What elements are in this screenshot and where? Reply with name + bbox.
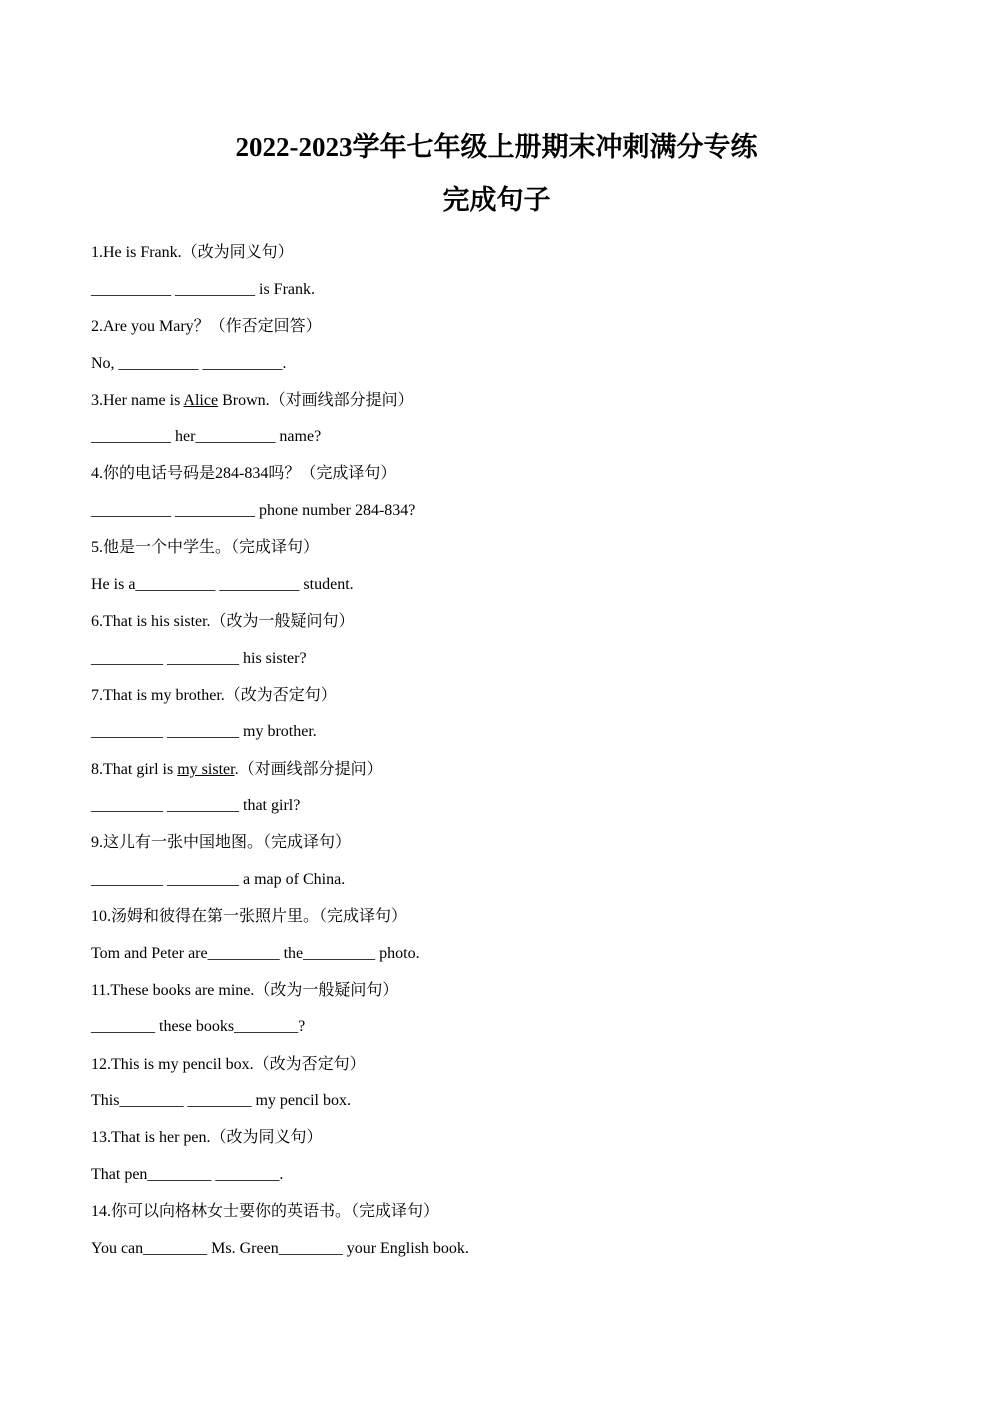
question-8: 8.That girl is my sister.（对画线部分提问） — [91, 761, 383, 778]
question-7: 7.That is my brother.（改为否定句） — [91, 687, 337, 704]
answer-10: Tom and Peter are_________ the_________ photo. — [91, 945, 420, 962]
answer-12: This________ ________ my pencil box. — [91, 1092, 351, 1109]
answer-5: He is a__________ __________ student. — [91, 576, 354, 593]
question-2: 2.Are you Mary？（作否定回答） — [91, 318, 322, 335]
answer-11: ________ these books________? — [91, 1018, 306, 1035]
question-13: 13.That is her pen.（改为同义句） — [91, 1129, 323, 1146]
question-11: 11.These books are mine.（改为一般疑问句） — [91, 982, 399, 999]
question-5: 5.他是一个中学生。（完成译句） — [91, 539, 320, 556]
answer-2: No, __________ __________. — [91, 355, 287, 372]
underlined-target: my sister — [177, 761, 235, 778]
answer-1: __________ __________ is Frank. — [91, 281, 315, 298]
underlined-target: Alice — [183, 392, 219, 409]
question-4: 4.你的电话号码是284-834吗？（完成译句） — [91, 465, 397, 482]
question-6: 6.That is his sister.（改为一般疑问句） — [91, 613, 355, 630]
question-10: 10.汤姆和彼得在第一张照片里。（完成译句） — [91, 908, 408, 925]
question-12: 12.This is my pencil box.（改为否定句） — [91, 1056, 366, 1073]
answer-6: _________ _________ his sister? — [91, 650, 307, 667]
question-3: 3.Her name is Alice Brown.（对画线部分提问） — [91, 392, 414, 409]
answer-7: _________ _________ my brother. — [91, 723, 317, 740]
answer-4: __________ __________ phone number 284-834? — [91, 502, 416, 519]
question-1: 1.He is Frank.（改为同义句） — [91, 244, 294, 261]
question-14: 14.你可以向格林女士要你的英语书。（完成译句） — [91, 1203, 440, 1220]
answer-3: __________ her__________ name? — [91, 428, 322, 445]
answer-8: _________ _________ that girl? — [91, 797, 301, 814]
answer-14: You can________ Ms. Green________ your English book. — [91, 1240, 469, 1257]
answer-9: _________ _________ a map of China. — [91, 871, 346, 888]
question-9: 9.这儿有一张中国地图。（完成译句） — [91, 834, 352, 851]
page-subtitle: 完成句子 — [442, 185, 551, 215]
answer-13: That pen________ ________. — [91, 1166, 284, 1183]
page-title: 2022-2023学年七年级上册期末冲刺满分专练 — [235, 132, 758, 162]
